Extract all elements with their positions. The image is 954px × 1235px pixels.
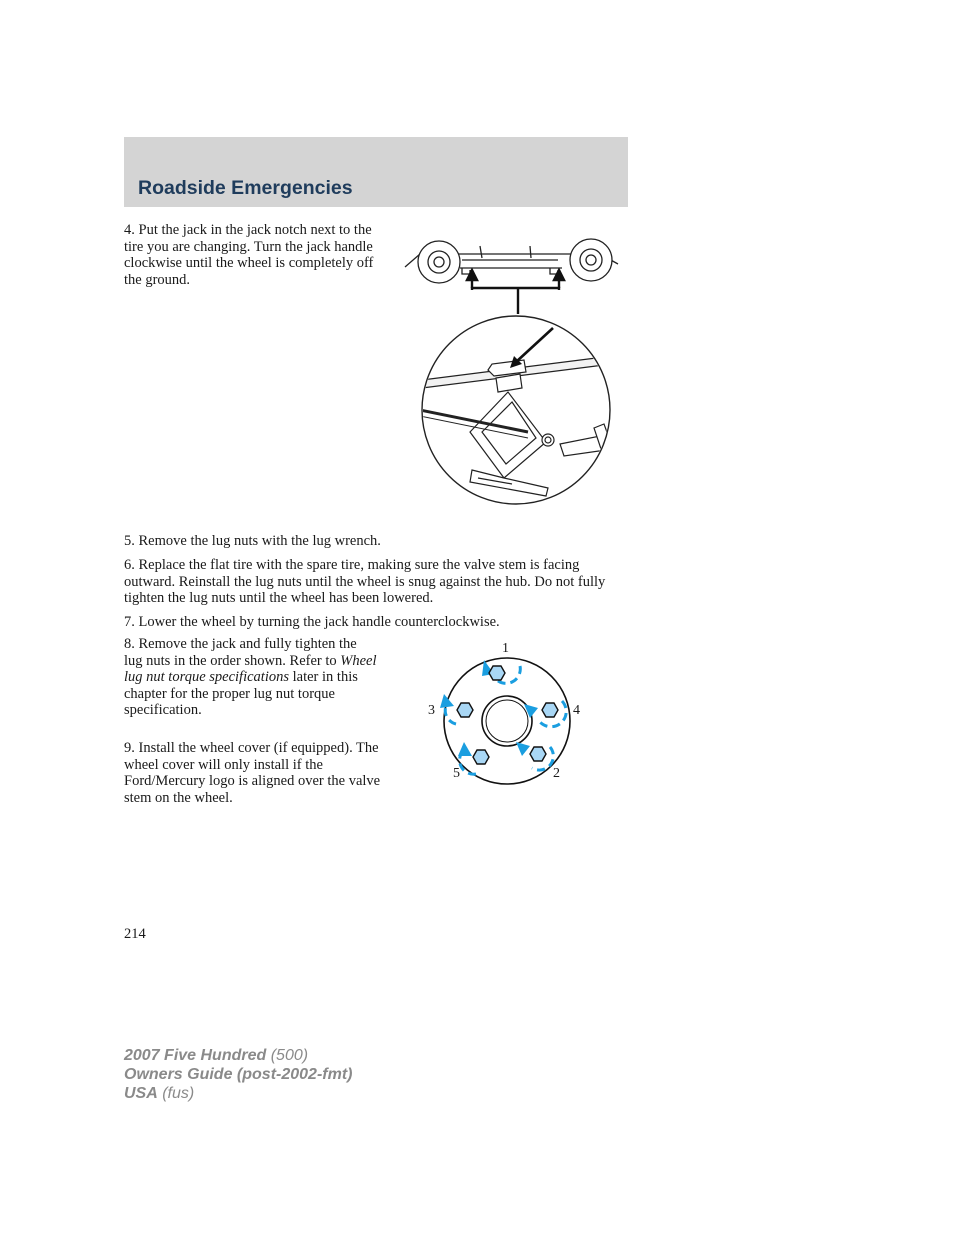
step-8-text xyxy=(124,636,378,719)
step-8-text-start: 8. Remove the jack and fully tighten the lug nuts in the order shown. Refer to xyxy=(124,636,357,669)
jack-notch-pointer-arrows xyxy=(467,270,564,314)
lug-nut-3 xyxy=(457,703,473,717)
lug-nut-label-5: 5 xyxy=(453,766,460,781)
step-8-text-end: later in this chapter for the proper lug nut torque specification. xyxy=(124,669,358,718)
jack-detail-circle xyxy=(420,316,612,504)
torque-spec-reference: Wheel lug nut torque specifications xyxy=(124,652,377,685)
jack-placement-illustration xyxy=(400,232,622,510)
lug-nut-5 xyxy=(473,750,489,764)
lug-nut-label-2: 2 xyxy=(553,766,560,781)
section-header-band xyxy=(124,137,628,207)
lug-nut-4 xyxy=(542,703,558,717)
footer-model: 2007 Five Hundred xyxy=(124,1047,267,1064)
footer-guide-title: Owners Guide (post-2002-fmt) xyxy=(124,1066,353,1083)
lug-nut-tightening-order-diagram xyxy=(420,632,596,792)
lug-nut-2 xyxy=(530,747,546,761)
step-6-text: 6. Replace the flat tire with the spare tire, making sure the valve stem is facing outward. Reinstall the lug nuts until the wheel is snug against the hub. Do not fully tighten the lug nuts until the wheel has been lowered. xyxy=(124,557,606,606)
footer-model-code: (500) xyxy=(266,1047,309,1064)
footer-line-1 xyxy=(124,1046,352,1065)
step-4-text: 4. Put the jack in the jack notch next to the tire you are changing. Turn the jack handle clockwise until the wheel is completely off the ground. xyxy=(124,222,374,288)
lug-nut-label-1: 1 xyxy=(502,641,509,656)
footer-line-3 xyxy=(124,1084,352,1103)
document-footer xyxy=(124,1046,352,1103)
step-7-text: 7. Lower the wheel by turning the jack handle counterclockwise. xyxy=(124,614,500,630)
step-5-text: 5. Remove the lug nuts with the lug wrench. xyxy=(124,533,381,549)
section-title: Roadside Emergencies xyxy=(138,177,353,199)
footer-market-code: (fus) xyxy=(157,1085,195,1102)
lug-nut-label-3: 3 xyxy=(428,703,435,718)
page-number: 214 xyxy=(124,926,146,942)
lug-nut-1 xyxy=(489,666,505,680)
lug-nut-label-4: 4 xyxy=(573,703,580,718)
footer-line-2 xyxy=(124,1065,352,1084)
footer-market: USA xyxy=(124,1085,158,1102)
step-9-text: 9. Install the wheel cover (if equipped). The wheel cover will only install if the Ford/Mercury logo is aligned over the valve stem on the wheel. xyxy=(124,740,381,806)
car-underside-illustration xyxy=(405,239,618,283)
